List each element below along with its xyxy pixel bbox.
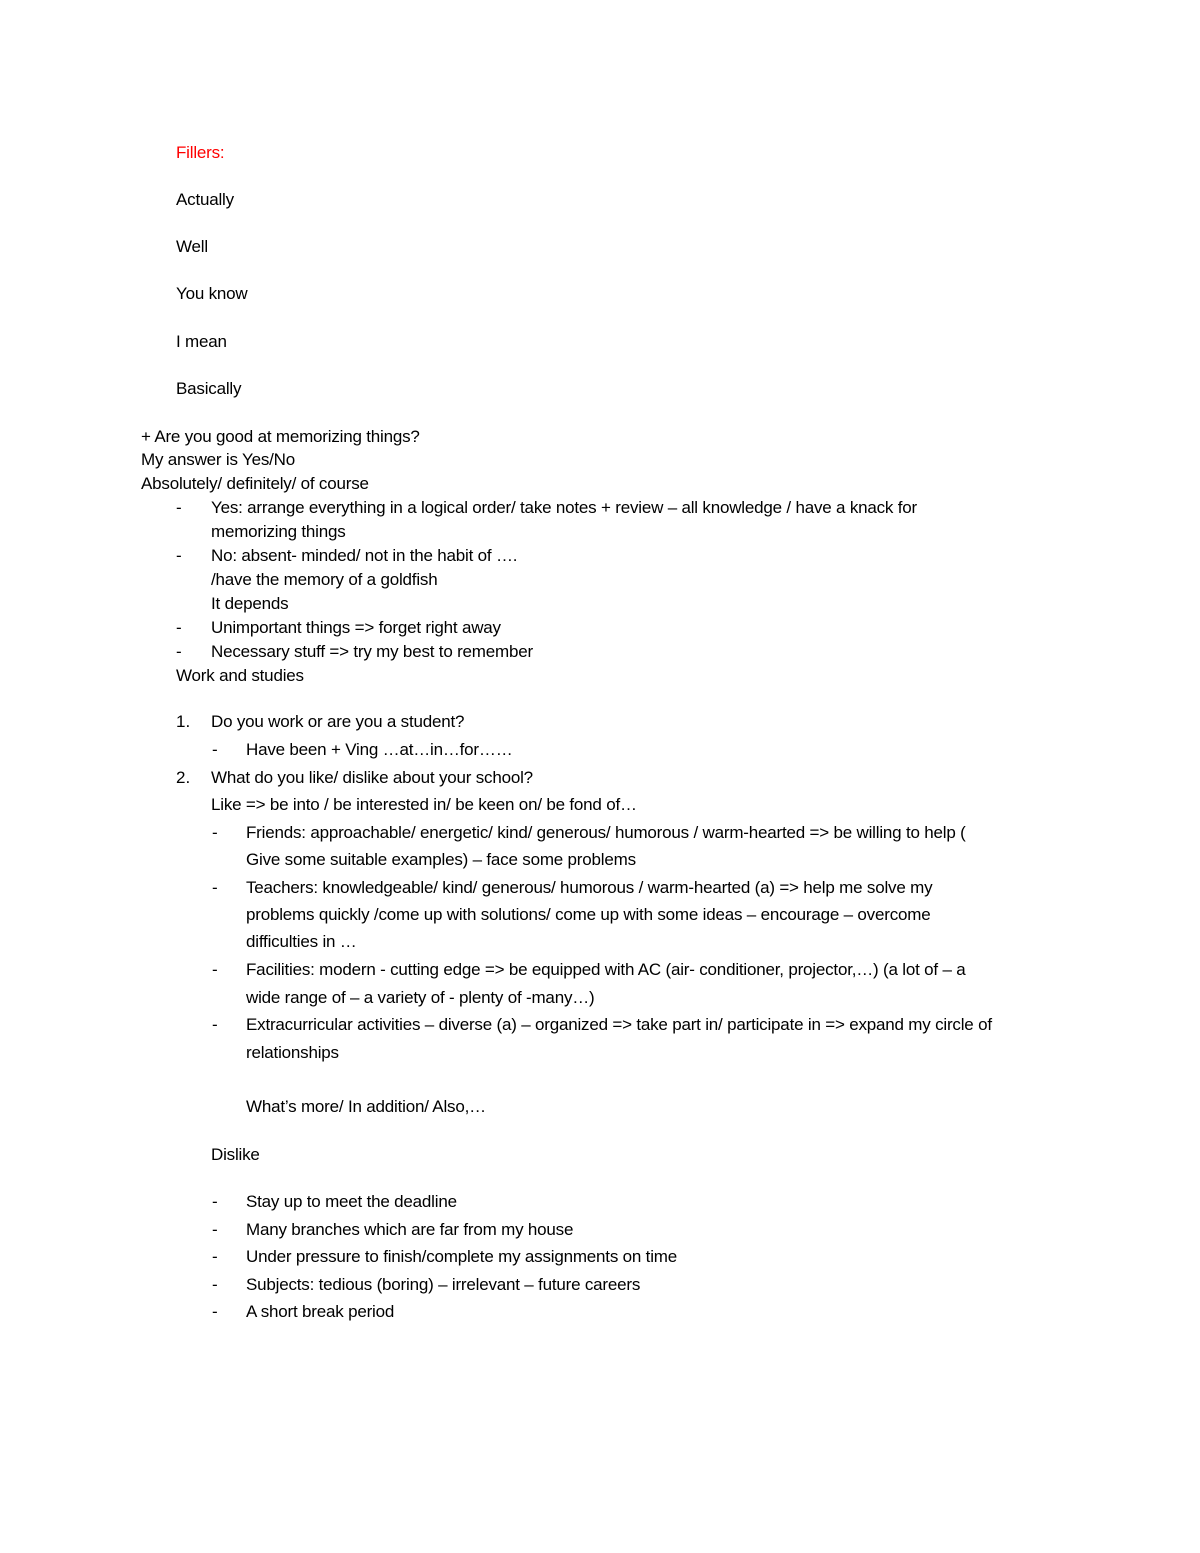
unimportant-bullet: Unimportant things => forget right away xyxy=(211,618,501,637)
dislike-item: Many branches which are far from my house xyxy=(246,1220,574,1239)
bullet-dash: - xyxy=(176,498,182,517)
teachers-line1: Teachers: knowledgeable/ kind/ generous/ humorous / warm-hearted (a) => help me solve my xyxy=(246,878,933,897)
bullet-dash: - xyxy=(212,1220,218,1239)
no-bullet-line3: It depends xyxy=(211,594,289,613)
dislike-item: Stay up to meet the deadline xyxy=(246,1192,457,1211)
dislike-item: Subjects: tedious (boring) – irrelevant – future careers xyxy=(246,1275,641,1294)
question-number: 1. xyxy=(176,712,191,731)
extracurricular-line1: Extracurricular activities – diverse (a) – organized => take part in/ participate in => expand my circle of xyxy=(246,1015,992,1034)
bullet-dash: - xyxy=(176,618,182,637)
filler-item: Actually xyxy=(176,190,234,209)
no-bullet-line1: No: absent- minded/ not in the habit of …. xyxy=(211,546,518,565)
bullet-dash: - xyxy=(176,546,182,565)
question-number: 2. xyxy=(176,768,191,787)
bullet-dash: - xyxy=(212,823,218,842)
connectors-line: What’s more/ In addition/ Also,… xyxy=(246,1097,486,1116)
filler-item: Well xyxy=(176,237,208,256)
friends-line1: Friends: approachable/ energetic/ kind/ generous/ humorous / warm-hearted => be willing to help ( xyxy=(246,823,966,842)
adverbs-line: Absolutely/ definitely/ of course xyxy=(141,474,369,493)
question-1: Do you work or are you a student? xyxy=(211,712,465,731)
no-bullet-line2: /have the memory of a goldfish xyxy=(211,570,438,589)
bullet-dash: - xyxy=(212,1015,218,1034)
bullet-dash: - xyxy=(212,960,218,979)
friends-line2: Give some suitable examples) – face some problems xyxy=(246,850,636,869)
dislike-item: A short break period xyxy=(246,1302,395,1321)
bullet-dash: - xyxy=(212,1247,218,1266)
bullet-dash: - xyxy=(212,878,218,897)
bullet-dash: - xyxy=(212,740,218,759)
filler-item: Basically xyxy=(176,379,242,398)
facilities-line1: Facilities: modern - cutting edge => be equipped with AC (air- conditioner, projector,…) (a lot of – a xyxy=(246,960,966,979)
answer-line: My answer is Yes/No xyxy=(141,450,295,469)
fillers-heading: Fillers: xyxy=(176,143,225,162)
bullet-dash: - xyxy=(212,1192,218,1211)
bullet-dash: - xyxy=(176,642,182,661)
like-line: Like => be into / be interested in/ be keen on/ be fond of… xyxy=(211,795,637,814)
work-heading: Work and studies xyxy=(176,666,304,685)
dislike-item: Under pressure to finish/complete my assignments on time xyxy=(246,1247,677,1266)
filler-item: I mean xyxy=(176,332,227,351)
memorizing-question: + Are you good at memorizing things? xyxy=(141,427,420,446)
dislike-heading: Dislike xyxy=(211,1145,260,1164)
yes-bullet-line1: Yes: arrange everything in a logical order/ take notes + review – all knowledge / have a knack for xyxy=(211,498,917,517)
q1-bullet: Have been + Ving …at…in…for…… xyxy=(246,740,513,759)
facilities-line2: wide range of – a variety of - plenty of -many…) xyxy=(246,988,595,1007)
teachers-line2: problems quickly /come up with solutions/ come up with some ideas – encourage – overcome xyxy=(246,905,931,924)
bullet-dash: - xyxy=(212,1275,218,1294)
teachers-line3: difficulties in … xyxy=(246,932,357,951)
necessary-bullet: Necessary stuff => try my best to remember xyxy=(211,642,533,661)
filler-item: You know xyxy=(176,284,248,303)
bullet-dash: - xyxy=(212,1302,218,1321)
yes-bullet-line2: memorizing things xyxy=(211,522,346,541)
extracurricular-line2: relationships xyxy=(246,1043,339,1062)
question-2: What do you like/ dislike about your school? xyxy=(211,768,533,787)
